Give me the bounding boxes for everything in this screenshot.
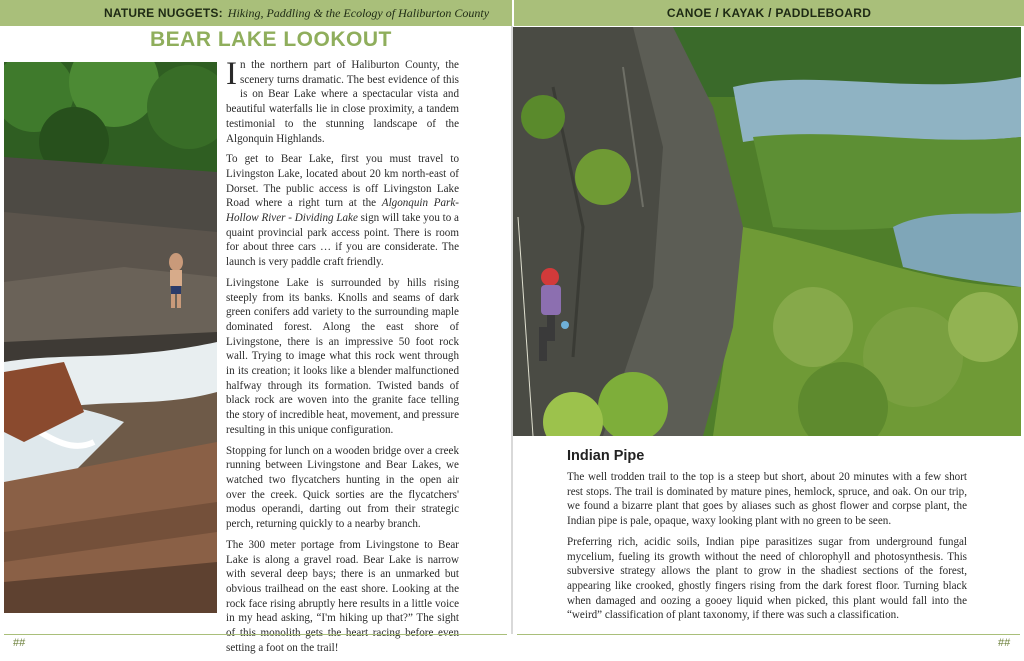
footer-rule-right	[517, 634, 1020, 635]
climber-photo	[513, 27, 1021, 436]
drop-cap: I	[226, 56, 237, 92]
article-paragraph-1: In the northern part of Haliburton County, the scenery turns dramatic. The best evidence of this is on Bear Lake where a spectacular vista and beautiful waterfalls lie in close proximity, a tandem testimonial to the stunning landscape of the Algonquin Highlands.	[226, 56, 459, 145]
page-number-left: ##	[13, 637, 26, 649]
header-band-left	[0, 0, 512, 26]
sidebar-body	[567, 470, 967, 629]
series-subtitle: Hiking, Paddling & the Ecology of Haliburton County	[227, 5, 490, 20]
article-paragraph-3: Livingstone Lake is surrounded by hills rising steeply from its banks. Knolls and seams of dark green conifers add variety to the surrounding maple dominated forest. Along the east shore of Livingstone, there is an impressive 50 foot rock wall. Trying to image what this rock went through in its creation; it looks like a blender malfunctioned halfway through its formation. Twisted bands of black rock are woven into the granite face telling the story of incredible heat, movement, and pressure resulting in this unique configuration.	[226, 276, 459, 436]
sidebar-paragraph-2: Preferring rich, acidic soils, Indian pipe parasitizes sugar from underground fungal mycelium, fueling its growth without the need of chlorophyll and photosynthesis. This subversive strategy allows the plant to grow in the shadiest sections of the forest, appearing like crooked, ghostly fingers rising from the dark forest floor. Turning black when damaged and oozing a gooey liquid when picked, this plant would fall into the “weird” classification of plant taxonomy, if there was such a classification.	[567, 535, 967, 622]
article-paragraph-4: Stopping for lunch on a wooden bridge over a creek running between Livingstone and Bear Lakes, we watched two flycatchers hunting in the open air over the creek. Quick sorties are the flycatchers' modus operandi, darting out from their strategic perch, returning quickly to a nearby branch.	[226, 444, 459, 531]
footer-rule-left	[4, 634, 507, 635]
sign-name: Algonquin Park-Hollow River - Dividing Lake	[226, 197, 459, 225]
section-title: CANOE / KAYAK / PADDLEBOARD	[666, 6, 872, 20]
article-body	[226, 58, 459, 661]
waterfall-photo	[4, 62, 217, 613]
article-paragraph-2: To get to Bear Lake, first you must travel to Livingston Lake, located about 20 km north-east of Dorset. The public access is off Livingston Lake Road where a right turn at the Algonquin Park-Hollow River - Dividing Lake sign will take you to a quaint provincial park access point. There is room for about three cars … if you are considerate. The launch is very paddle craft friendly.	[226, 153, 459, 269]
page-number-right: ##	[998, 637, 1011, 649]
series-title: NATURE NUGGETS:	[104, 6, 223, 20]
article-paragraph-5: The 300 meter portage from Livingstone to Bear Lake is along a gravel road. Bear Lake is narrow with several deep bays; there is an unmarked but obvious trailhead on the east shore. Looking at the rock face rising abruptly here results in a little voice in my head asking, “I'm hiking up that?” The sight setting a foot on the trail!	[226, 538, 459, 654]
sidebar-paragraph-1: The well trodden trail to the top is a steep but short, about 20 minutes with a few short rest stops. The trail is dominated by mature pines, hemlock, spruce, and oak. On our trip, we found a bizarre plant that goes by aliases such as ghost flower and corpse plant, the Indian pipe is pale, opaque, waxy looking plant with no green to be seen.	[567, 471, 967, 528]
article-title: BEAR LAKE LOOKOUT	[150, 28, 392, 51]
header-band-right	[514, 0, 1024, 26]
sidebar-heading: Indian Pipe	[567, 448, 645, 464]
